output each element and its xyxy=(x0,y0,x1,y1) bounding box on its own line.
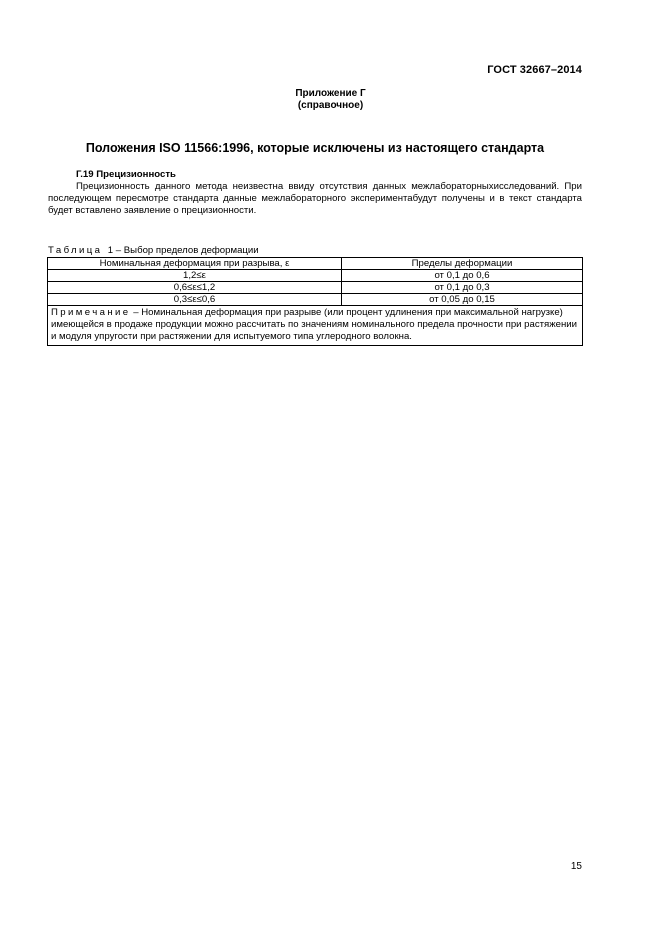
table-note-label: Примечание xyxy=(51,307,131,318)
table-note-row xyxy=(48,306,583,346)
table-row xyxy=(48,270,583,282)
standard-code: ГОСТ 32667–2014 xyxy=(487,64,582,76)
section-paragraph: Прецизионность данного метода неизвестна ввиду отсутствия данных межлабораторныхисследований. При последующем пересмотре стандарта данные межлабораторного экспериментабудут получены и в текст стандарта будет вставлено заявление о прецизионности. xyxy=(48,181,582,216)
section-body xyxy=(48,181,582,217)
table-row xyxy=(48,282,583,294)
deformation-table xyxy=(47,257,583,346)
table-note xyxy=(48,306,583,346)
table-cell: от 0,1 до 0,3 xyxy=(342,282,583,294)
table-caption-number: 1 xyxy=(107,245,114,256)
table-cell: 0,6≤ε≤1,2 xyxy=(48,282,342,294)
table-header-limits: Пределы деформации xyxy=(342,258,583,270)
table-cell: 1,2≤ε xyxy=(48,270,342,282)
table-cell: 0,3≤ε≤0,6 xyxy=(48,294,342,306)
section-title: Г.19 Прецизионность xyxy=(76,169,176,180)
table-header-nominal: Номинальная деформация при разрыва, ε xyxy=(48,258,342,270)
table-caption-text: – Выбор пределов деформации xyxy=(115,245,259,256)
table-caption xyxy=(48,245,259,256)
table-caption-label: Таблица xyxy=(48,245,103,256)
table-cell: от 0,05 до 0,15 xyxy=(342,294,583,306)
appendix-subtitle: (справочное) xyxy=(297,100,364,111)
table-header-row xyxy=(48,258,583,270)
table-note-text: – Номинальная деформация при разрыве (или процент удлинения при максимальной нагрузке) имеющейся в продаже продукции можно рассчитать по значениям номинального предела прочности при растяжении и модуля упругости при растяжении для испытуемого типа углеродного волокна. xyxy=(51,307,578,342)
table-cell: от 0,1 до 0,6 xyxy=(342,270,583,282)
appendix-title: Приложение Г xyxy=(295,88,366,99)
page-title: Положения ISO 11566:1996, которые исключены из настоящего стандарта xyxy=(85,141,545,155)
appendix-heading xyxy=(0,88,661,112)
page-number: 15 xyxy=(570,861,582,872)
table-row xyxy=(48,294,583,306)
